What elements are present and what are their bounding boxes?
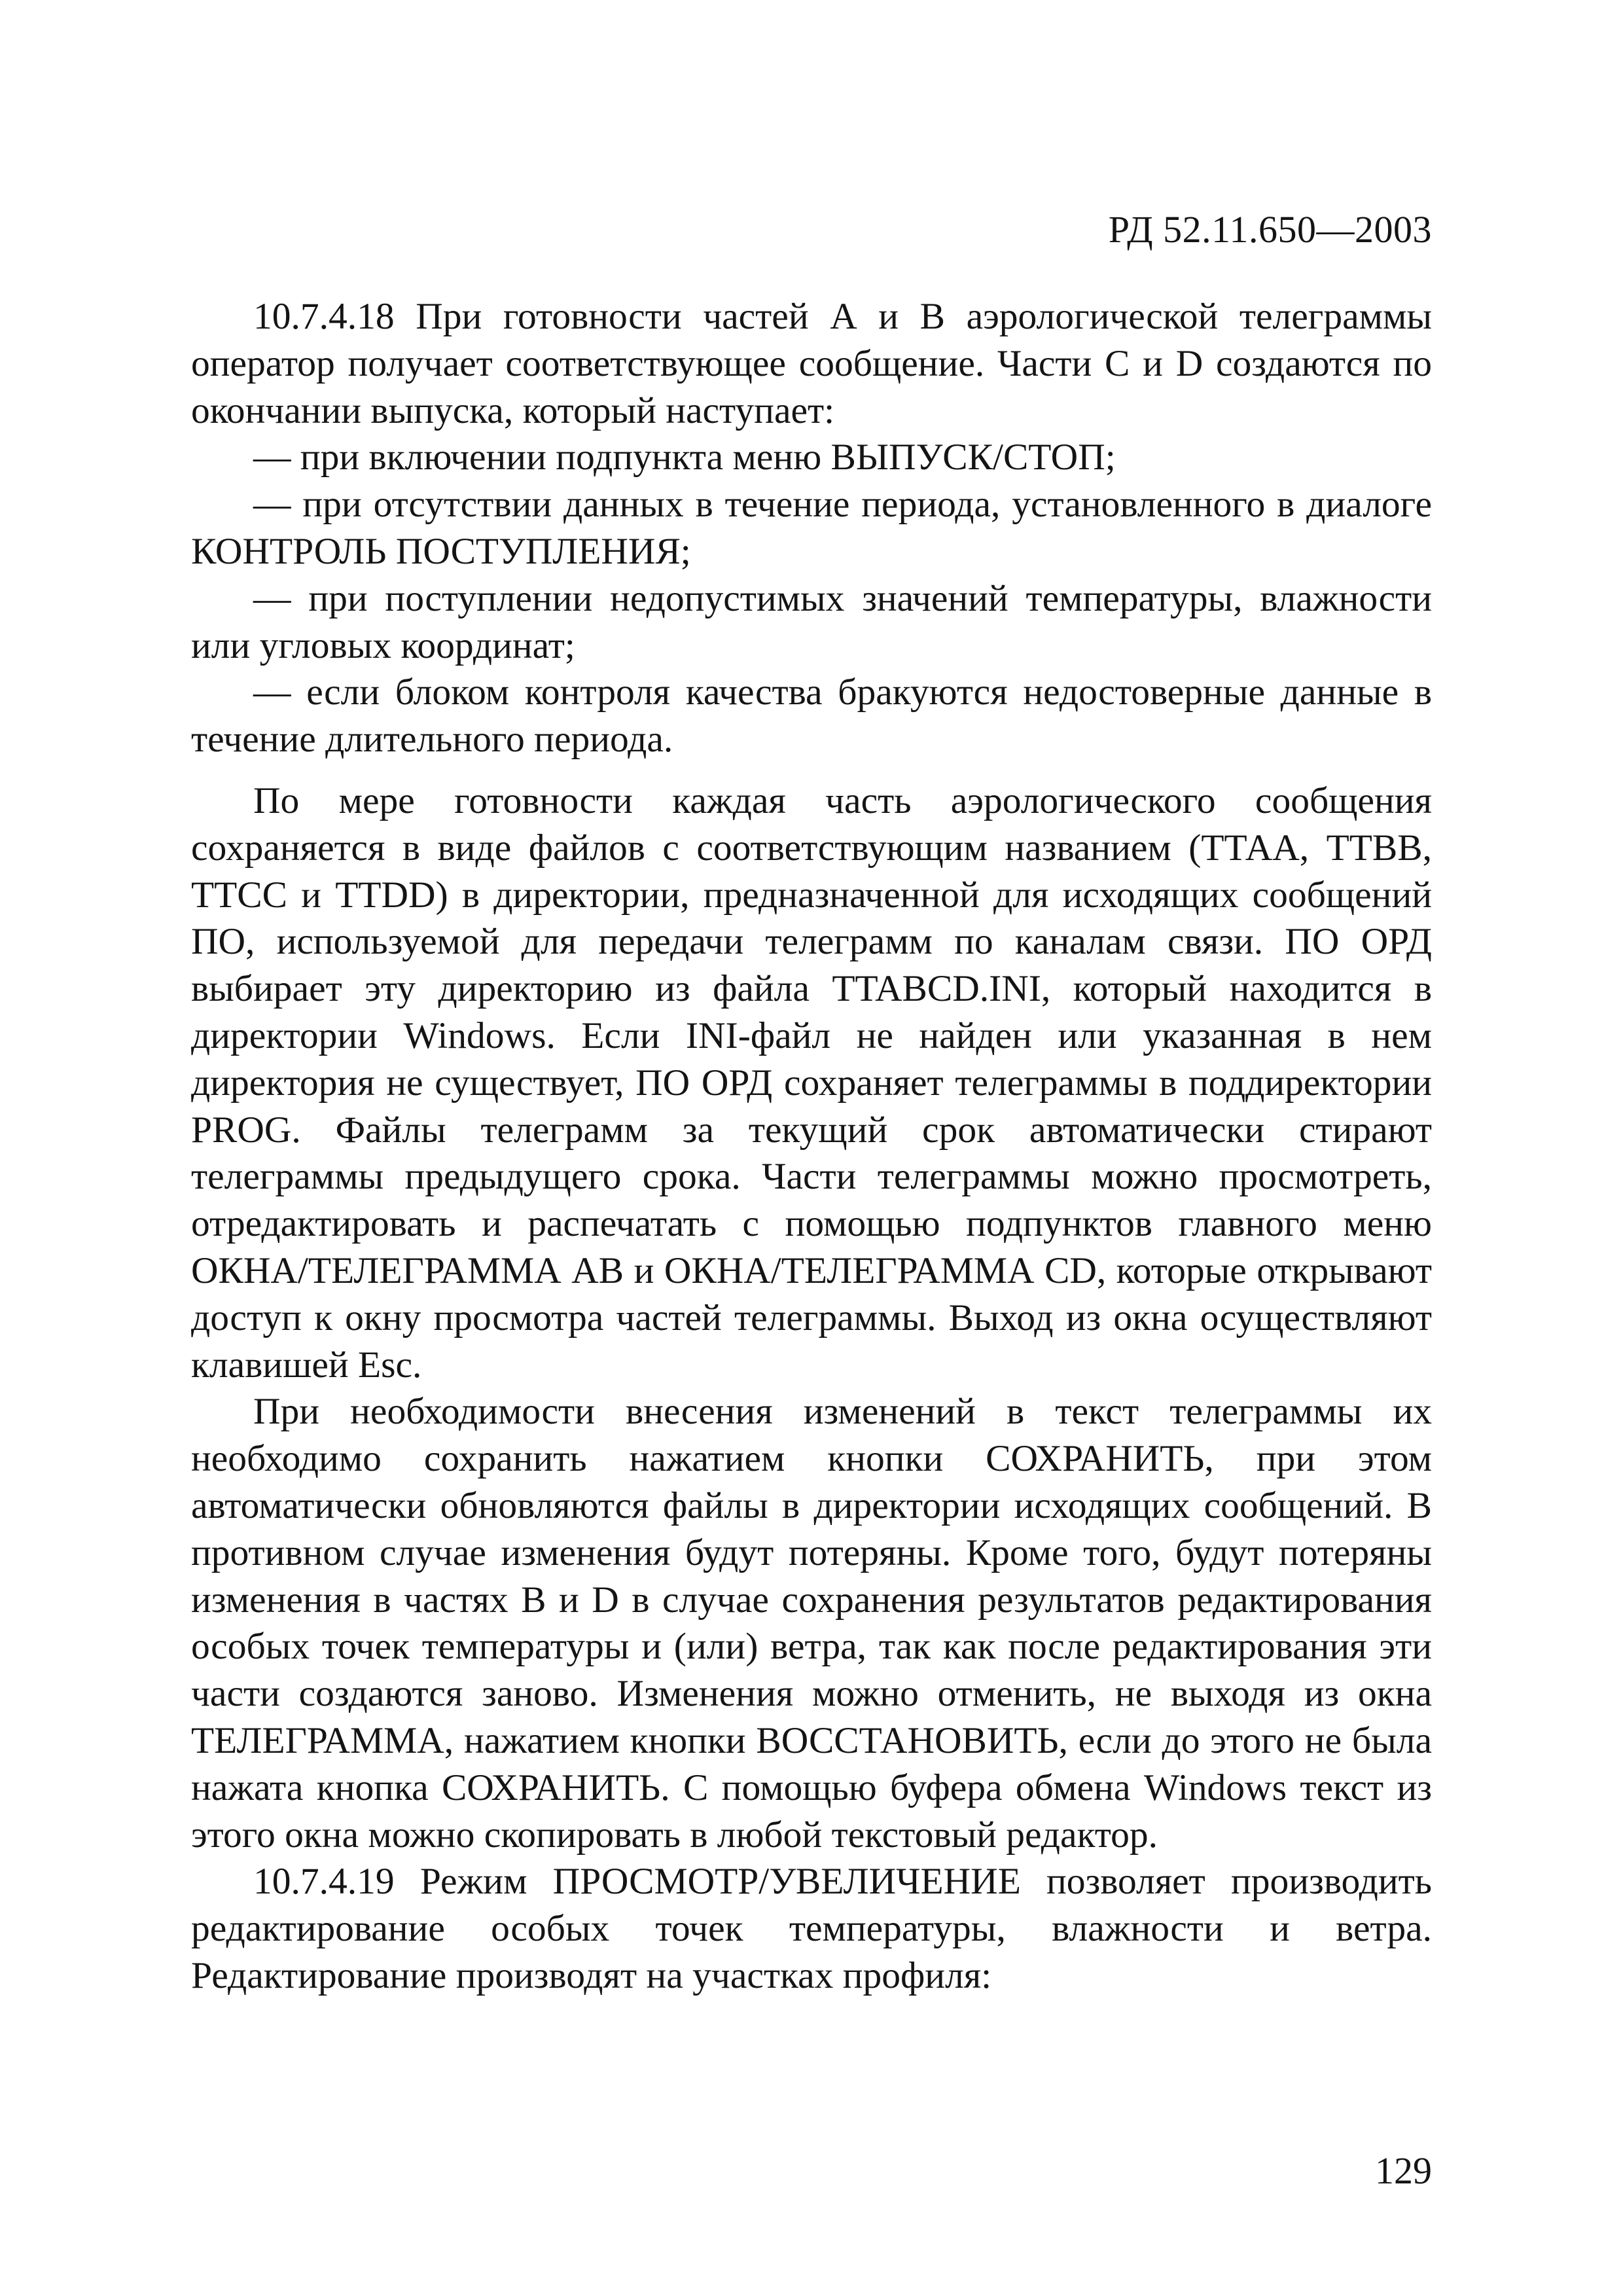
paragraph-10-7-4-19: 10.7.4.19 Режим ПРОСМОТР/УВЕЛИЧЕНИЕ позволяет производить редактирование особых точек температуры, влажности и ветра. Редактирование производят на участках профиля: — [191, 1861, 1432, 1996]
list-item-quality-control: — если блоком контроля качества бракуются недостоверные данные в течение длительного периода. — [191, 672, 1432, 761]
document-code-header: РД 52.11.650—2003 — [1108, 208, 1432, 251]
paragraph-10-7-4-18: 10.7.4.18 При готовности частей А и В аэрологической телеграммы оператор получает соответствующее сообщение. Части С и D создаются по окончании выпуска, который наступает: — [191, 296, 1432, 431]
page-number: 129 — [1375, 2149, 1432, 2192]
list-item-invalid-values: — при поступлении недопустимых значений температуры, влажности или угловых координат; — [191, 577, 1432, 666]
paragraph-file-saving: По мере готовности каждая часть аэрологического сообщения сохраняется в виде файлов с соответствующим названием (ТТАА, ТТВВ, ТТСС и TTDD) в директории, предназначенной для исходящих сообщений ПО, используемой для передачи телеграмм по каналам связи. ПО ОРД выбирает эту директорию из файла TTABCD.INI, который находится в директории Windows. Если INI-файл не найден или указанная в нем директория не существует, ПО ОРД сохраняет телеграммы в поддиректории PROG. Файлы телеграмм за текущий срок автоматически стирают телеграммы предыдущего срока. Части телеграммы можно просмотреть, отредактировать и распечатать с помощью подпунктов главного меню ОКНА/ТЕЛЕГРАММА АВ и ОКНА/ТЕЛЕГРАММА CD, которые открывают доступ к окну просмотра частей телеграммы. Выход из окна осуществляют клавишей Esc. — [191, 780, 1432, 1386]
page-body-text — [191, 293, 1432, 2000]
list-item-vypusk-stop: — при включении подпункта меню ВЫПУСК/СТОП; — [253, 437, 1116, 478]
paragraph-editing-telegram: При необходимости внесения изменений в текст телеграммы их необходимо сохранить нажатием кнопки СОХРАНИТЬ, при этом автоматически обновляются файлы в директории исходящих сообщений. В противном случае изменения будут потеряны. Кроме того, будут потеряны изменения в частях В и D в случае сохранения результатов редактирования особых точек температуры и (или) ветра, так как после редактирования эти части создаются заново. Изменения можно отменить, не выходя из окна ТЕЛЕГРАММА, нажатием кнопки ВОССТАНОВИТЬ, если до этого не была нажата кнопка СОХРАНИТЬ. С помощью буфера обмена Windows текст из этого окна можно скопировать в любой текстовый редактор. — [191, 1391, 1432, 1856]
list-item-no-data: — при отсутствии данных в течение периода, установленного в диалоге КОНТРОЛЬ ПОСТУПЛЕНИЯ; — [191, 484, 1432, 572]
